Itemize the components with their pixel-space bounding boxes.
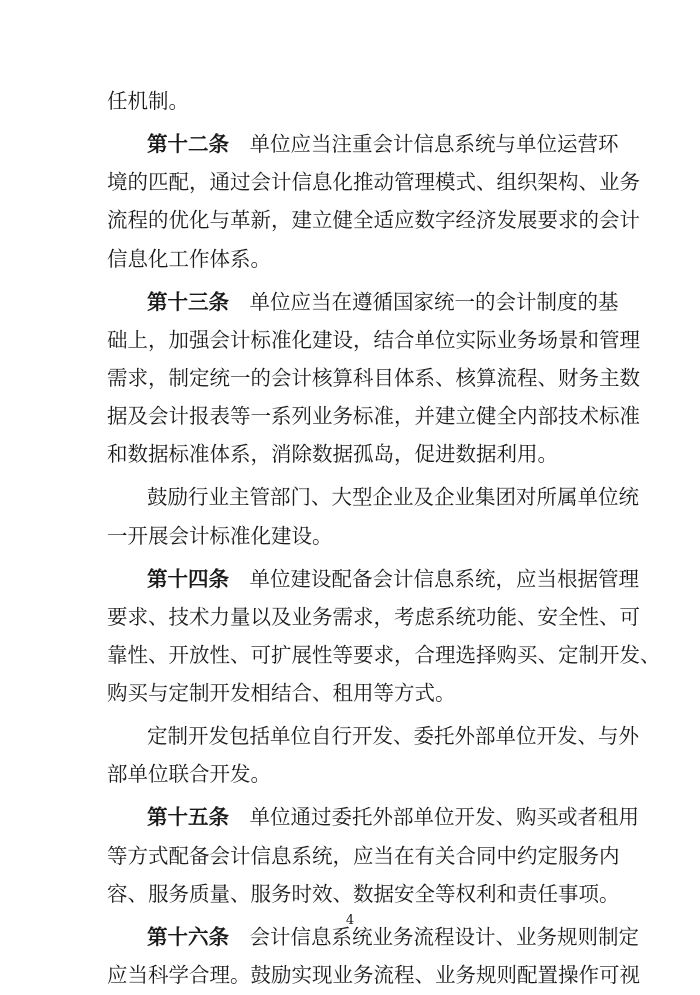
text-line: 础上，加强会计标准化建设，结合单位实际业务场景和管理 [107,328,640,352]
text-line: 一开展会计标准化建设。 [107,524,333,548]
text-line: 要求、技术力量以及业务需求，考虑系统功能、安全性、可 [107,605,640,629]
text-line: 容、服务质量、服务时效、数据安全等权利和责任事项。 [107,882,620,906]
page-number: 4 [345,913,355,928]
text-line: 部单位联合开发。 [107,762,271,786]
article-12-heading-line: 第十二条 单位应当注重会计信息系统与单位运营环 [147,132,619,156]
text-line: 靠性、开放性、可扩展性等要求，合理选择购买、定制开发、 [107,643,661,667]
text-line: 据及会计报表等一系列业务标准，并建立健全内部技术标准 [107,404,640,428]
text-line: 购买与定制开发相结合、租用等方式。 [107,681,456,705]
article-number: 第十三条 [147,290,229,314]
text-line: 流程的优化与革新，建立健全适应数字经济发展要求的会计 [107,208,640,232]
text-line: 等方式配备会计信息系统，应当在有关合同中约定服务内 [107,844,620,868]
text-line: 和数据标准体系，消除数据孤岛，促进数据利用。 [107,442,558,466]
paragraph-first-line: 定制开发包括单位自行开发、委托外部单位开发、与外 [147,724,639,748]
article-number: 第十四条 [147,567,229,591]
article-number: 第十五条 [147,805,229,829]
article-number: 第十六条 [147,925,229,949]
paragraph-first-line: 鼓励行业主管部门、大型企业及企业集团对所属单位统 [147,485,639,509]
text-line: 境的匹配，通过会计信息化推动管理模式、组织架构、业务 [107,170,640,194]
article-14-heading-line: 第十四条 单位建设配备会计信息系统，应当根据管理 [147,567,639,591]
article-number: 第十二条 [147,132,229,156]
article-13-heading-line: 第十三条 单位应当在遵循国家统一的会计制度的基 [147,290,619,314]
text-line: 任机制。 [107,89,189,113]
text-line: 信息化工作体系。 [107,247,271,271]
text-line: 应当科学合理。鼓励实现业务流程、业务规则配置操作可视 [107,963,640,987]
text-line: 需求，制定统一的会计核算科目体系、核算流程、财务主数 [107,366,640,390]
article-15-heading-line: 第十五条 单位通过委托外部单位开发、购买或者租用 [147,805,639,829]
article-16-heading-line: 第十六条 会计信息系统业务流程设计、业务规则制定 [147,925,639,949]
